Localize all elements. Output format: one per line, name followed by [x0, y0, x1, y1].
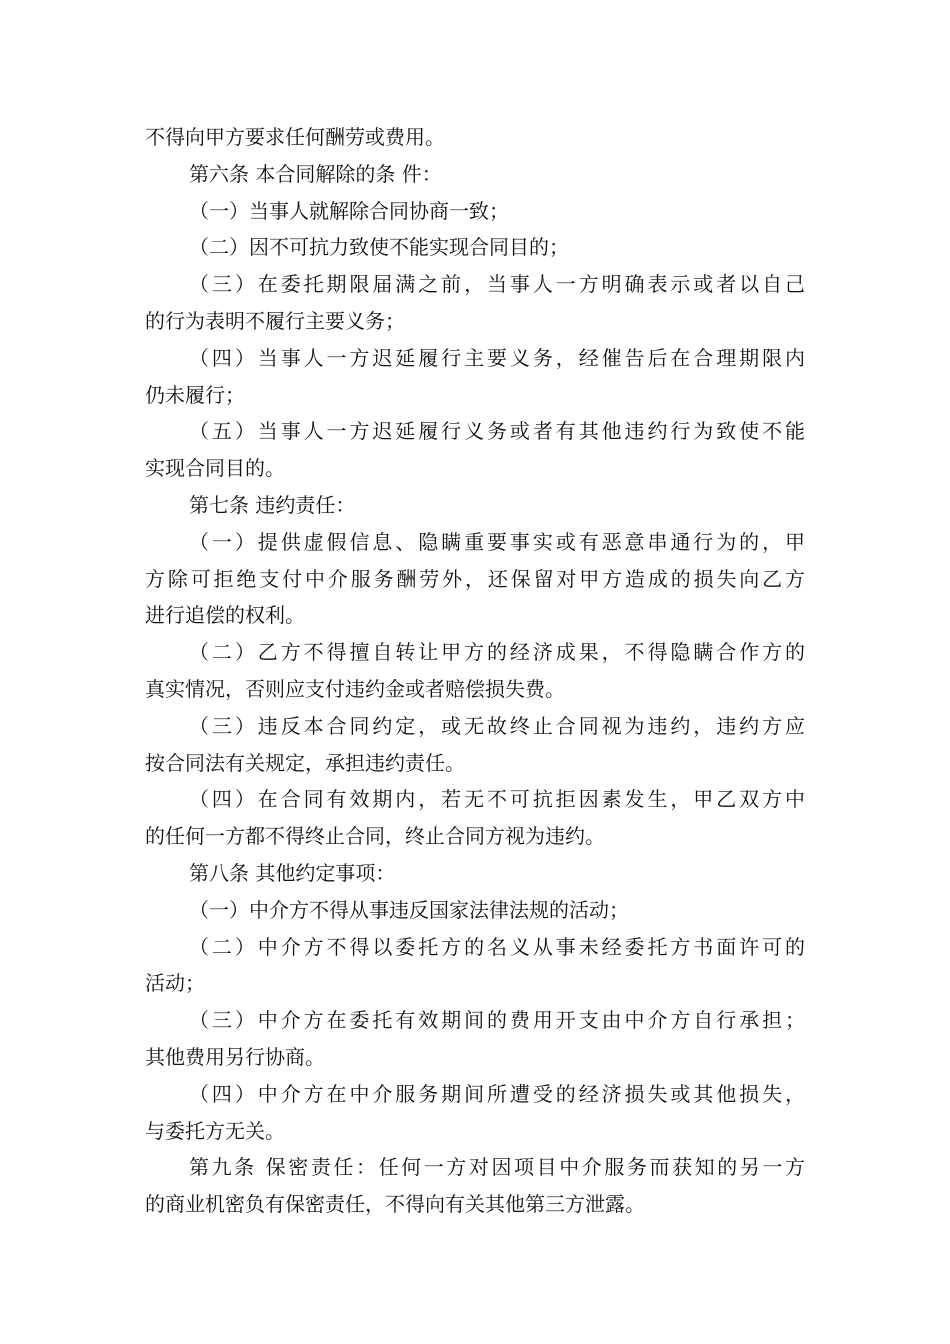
clause-heading-8: 第八条 其他约定事项：	[189, 860, 396, 885]
text-line: 的任何一方都不得终止合同，终止合同方视为违约。	[145, 824, 605, 849]
text-line: 进行追偿的权利。	[145, 603, 305, 628]
text-line: 方除可拒绝支付中介服务酬劳外，还保留对甲方造成的损失向乙方	[145, 566, 805, 591]
text-line: 真实情况，否则应支付违约金或者赔偿损失费。	[145, 676, 565, 701]
text-line: （四）中介方在中介服务期间所遭受的经济损失或其他损失，	[189, 1081, 805, 1106]
text-line: （三）违反本合同约定，或无故终止合同视为违约，违约方应	[189, 713, 805, 738]
text-line: 不得向甲方要求任何酬劳或费用。	[145, 125, 445, 149]
text-line: （二）乙方不得擅自转让甲方的经济成果，不得隐瞒合作方的	[189, 640, 805, 665]
text-line: 其他费用另行协商。	[145, 1044, 325, 1069]
text-line: （三）在委托期限届满之前，当事人一方明确表示或者以自己	[189, 272, 805, 297]
contract-text	[145, 119, 805, 1223]
text-line: （二）中介方不得以委托方的名义从事未经委托方书面许可的	[189, 934, 805, 959]
text-line: （五）当事人一方迟延履行义务或者有其他违约行为致使不能	[189, 419, 805, 444]
text-line: （一）提供虚假信息、隐瞒重要事实或有恶意串通行为的，甲	[189, 529, 805, 554]
clause-heading-9: 第九条 保密责任：任何一方对因项目中介服务而获知的另一方	[189, 1155, 805, 1180]
text-line: 的行为表明不履行主要义务；	[145, 308, 405, 333]
text-line: 与委托方无关。	[145, 1118, 285, 1143]
clause-heading-6: 第六条 本合同解除的条 件：	[189, 161, 442, 186]
text-line: 按合同法有关规定，承担违约责任。	[145, 750, 465, 775]
text-line: 活动；	[145, 971, 205, 996]
text-line: （四）在合同有效期内，若无不可抗拒因素发生，甲乙双方中	[189, 787, 805, 812]
text-line: （一）中介方不得从事违反国家法律法规的活动；	[189, 897, 629, 922]
text-line: 的商业机密负有保密责任，不得向有关其他第三方泄露。	[145, 1192, 645, 1217]
clause-heading-7: 第七条 违约责任：	[189, 492, 356, 517]
text-line: （四）当事人一方迟延履行主要义务，经催告后在合理期限内	[189, 345, 805, 370]
text-line: 实现合同目的。	[145, 456, 285, 481]
text-line: （二）因不可抗力致使不能实现合同目的；	[189, 235, 569, 260]
text-line: （三）中介方在委托有效期间的费用开支由中介方自行承担；	[189, 1008, 805, 1033]
text-line: 仍未履行；	[145, 382, 245, 407]
text-line: （一）当事人就解除合同协商一致；	[189, 198, 509, 223]
